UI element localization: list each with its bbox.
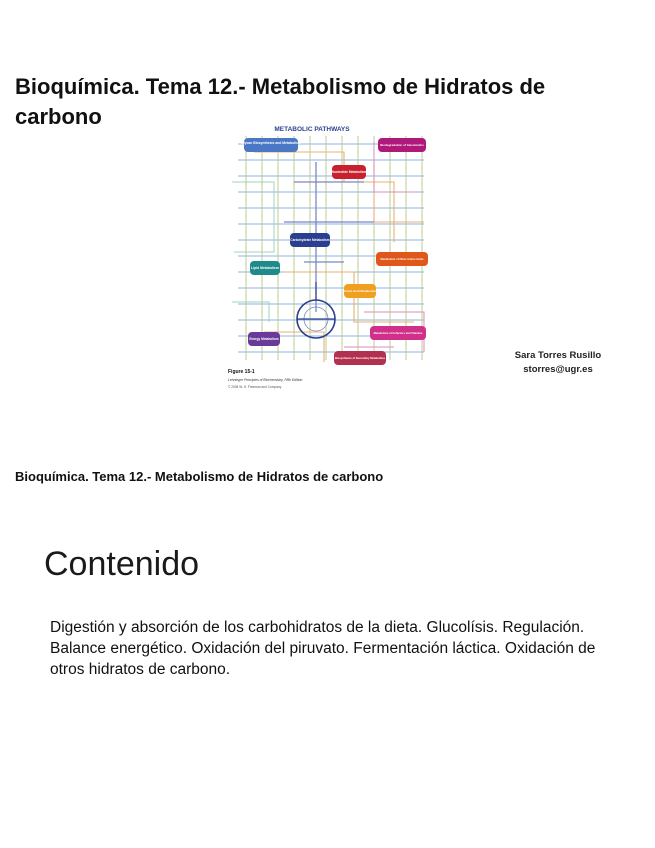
figure-caption-title: Figure 15-1 bbox=[228, 369, 255, 375]
figure-caption-book: Lehninger Principles of Biochemistry, Fifth Edition bbox=[228, 378, 303, 382]
metabolic-pathways-map bbox=[224, 122, 432, 394]
pathway-label: Biodegradation of Xenobiotics bbox=[380, 143, 424, 147]
pathway-label: Nucleotide Metabolism bbox=[331, 170, 367, 174]
pathway-box-glycan bbox=[241, 138, 301, 152]
pathway-box-secondary-metabolites bbox=[334, 351, 386, 365]
pathway-label: Energy Metabolism bbox=[249, 337, 279, 341]
pathway-box-amino-acid bbox=[343, 284, 377, 298]
slide2-header: Bioquímica. Tema 12.- Metabolismo de Hidratos de carbono bbox=[15, 469, 384, 484]
slide-title: Bioquímica. Tema 12.- Metabolismo de Hidratos de carbono bbox=[15, 74, 546, 129]
pathway-label: Amino Acid Metabolism bbox=[343, 289, 377, 293]
pathway-box-nucleotide bbox=[332, 165, 367, 179]
pathway-label: Metabolism of Other Amino Acids bbox=[380, 258, 424, 261]
pathway-box-carbohydrate bbox=[290, 233, 330, 247]
pathway-label: Biosynthesis of Secondary Metabolites bbox=[334, 357, 386, 360]
pathway-box-energy bbox=[248, 332, 280, 346]
pathway-label: Glycan Biosynthesis and Metabolism bbox=[241, 141, 301, 145]
contenido-heading: Contenido bbox=[44, 545, 200, 583]
author-block bbox=[508, 349, 608, 377]
figure-caption-copyright: © 2008 W. H. Freeman and Company bbox=[228, 385, 282, 389]
pathway-label: Metabolism of Cofactors and Vitamins bbox=[373, 332, 423, 335]
author-name: Sara Torres Rusillo bbox=[514, 350, 602, 361]
pathway-box-other-amino-acids bbox=[376, 252, 428, 266]
pathway-label: Lipid Metabolism bbox=[251, 266, 279, 270]
contenido-body: Digestión y absorción de los carbohidratos de la dieta. Glucolísis. Regulación. Balance energético. Oxidación del piruvato. Fermentación láctica. Oxidación de otros hidratos de carbono. bbox=[50, 619, 596, 678]
author-email: storres@ugr.es bbox=[523, 364, 593, 375]
pathway-box-xenobiotics bbox=[378, 138, 426, 152]
pathway-box-cofactors bbox=[370, 326, 426, 340]
figure-heading: METABOLIC PATHWAYS bbox=[274, 126, 350, 133]
pathway-label: Carbohydrate Metabolism bbox=[290, 238, 330, 242]
pathway-box-lipid bbox=[250, 261, 280, 275]
metabolic-pathways-figure bbox=[224, 122, 432, 394]
